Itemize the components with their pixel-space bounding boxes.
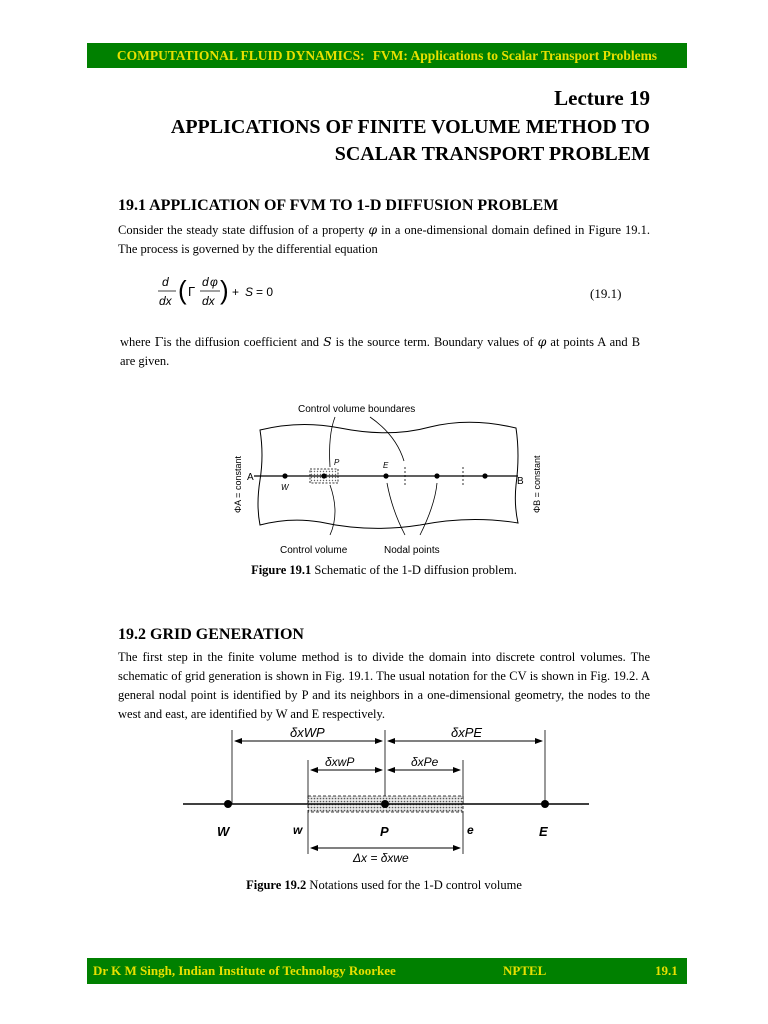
node-4 — [434, 473, 439, 478]
label-dx-Pe: δxPe — [411, 755, 439, 769]
figure-19-2 — [175, 722, 595, 872]
figure-19-2-caption — [0, 878, 768, 893]
label-dx-PE: δxPE — [451, 725, 483, 740]
svg-text:dx: dx — [202, 294, 215, 308]
node-E-2 — [541, 800, 549, 808]
footer-banner — [87, 958, 687, 984]
lecture-title-line2: SCALAR TRANSPORT PROBLEM — [334, 143, 650, 165]
node-W-2 — [224, 800, 232, 808]
header-topic: FVM: Applications to Scalar Transport Problems — [372, 47, 658, 63]
label-W: W — [281, 483, 289, 492]
figure-19-1-text: Schematic of the 1-D diffusion problem. — [314, 563, 517, 577]
node-5 — [482, 473, 487, 478]
paragraph-intro — [118, 220, 650, 259]
source-symbol: S — [323, 334, 332, 349]
label-E: E — [383, 461, 389, 470]
section-heading-19-1: 19.1 APPLICATION OF FVM TO 1-D DIFFUSION PROBLEM — [118, 197, 559, 214]
svg-text:= 0: = 0 — [256, 285, 274, 299]
figure-19-1-caption — [0, 563, 768, 578]
label-dx-wP: δxwP — [325, 755, 355, 769]
node-W — [282, 473, 287, 478]
figure-19-2-text: Notations used for the 1-D control volume — [309, 878, 522, 892]
node-P — [321, 473, 326, 478]
phi-symbol: φ — [368, 222, 378, 237]
node-P-2 — [381, 800, 389, 808]
label-phi-A: ΦA = constant — [233, 456, 243, 513]
label-cv-boundaries: Control volume boundares — [298, 404, 416, 415]
label-dx-total: Δx = δxwe — [353, 851, 409, 865]
footer-page: 19.1 — [655, 963, 678, 978]
label-E-2: E — [539, 824, 548, 839]
section-heading-19-2: 19.2 GRID GENERATION — [118, 626, 304, 643]
para2-text-d: at points A and B are given. — [120, 335, 641, 368]
para2-text-a: where — [120, 335, 151, 349]
equation-number: (19.1) — [590, 286, 622, 301]
para2-text-b: is the diffusion coefficient and — [163, 335, 320, 349]
label-W-2: W — [217, 824, 230, 839]
para1-text-b: in a one-dimensional domain defined in Figure 19.1. The process is governed by the differential equation — [118, 223, 651, 256]
label-B: B — [517, 476, 524, 487]
svg-text:+: + — [232, 285, 240, 299]
svg-text:S: S — [245, 285, 254, 299]
lecture-title-line1: APPLICATIONS OF FINITE VOLUME METHOD TO — [170, 116, 650, 138]
figure-19-1-label: Figure 19.1 — [251, 563, 312, 577]
equation-19-1 — [150, 272, 290, 318]
label-dx-WP: δxWP — [290, 725, 325, 740]
phi-symbol-2: φ — [537, 334, 547, 349]
label-phi-B: ΦB = constant — [532, 455, 542, 513]
footer-author: Dr K M Singh, Indian Institute of Technology Roorkee — [93, 963, 396, 978]
figure-19-2-label: Figure 19.2 — [246, 878, 307, 892]
eq-dx-denominator: dx — [159, 294, 172, 308]
svg-text:): ) — [220, 275, 229, 305]
eq-d-numerator: d — [162, 275, 169, 289]
label-nodal-points: Nodal points — [384, 545, 440, 556]
paragraph-where — [120, 332, 640, 371]
figure-19-1 — [220, 395, 550, 560]
label-A: A — [247, 472, 254, 483]
gamma-symbol: Γ — [154, 334, 164, 349]
label-P: P — [334, 458, 340, 467]
header-course: COMPUTATIONAL FLUID DYNAMICS: — [116, 47, 365, 63]
lecture-number: Lecture 19 — [554, 86, 650, 110]
label-w: w — [293, 823, 303, 837]
paragraph-grid-generation: The first step in the finite volume method is to divide the domain into discrete control volumes. The schematic of grid generation is shown in Fig. 19.1. The usual notation for the CV is shown in Fig. 19.2. A general nodal point is identified by P and its neighbors in a one-dimensional geometry, the nodes to the west and east, are identified by W and E respectively. — [118, 650, 650, 721]
node-E — [383, 473, 388, 478]
label-P-2: P — [380, 824, 389, 839]
label-e: e — [467, 823, 474, 837]
label-control-volume: Control volume — [280, 545, 348, 556]
svg-text:Γ: Γ — [188, 284, 196, 299]
footer-org: NPTEL — [503, 963, 547, 978]
lecture-title — [90, 114, 650, 168]
para1-text-a: Consider the steady state diffusion of a property — [118, 223, 365, 237]
header-banner — [87, 43, 687, 68]
para2-text-c: is the source term. Boundary values of — [335, 335, 534, 349]
svg-text:(: ( — [178, 275, 187, 305]
svg-text:d: d — [202, 275, 209, 289]
svg-text:φ: φ — [210, 275, 218, 289]
